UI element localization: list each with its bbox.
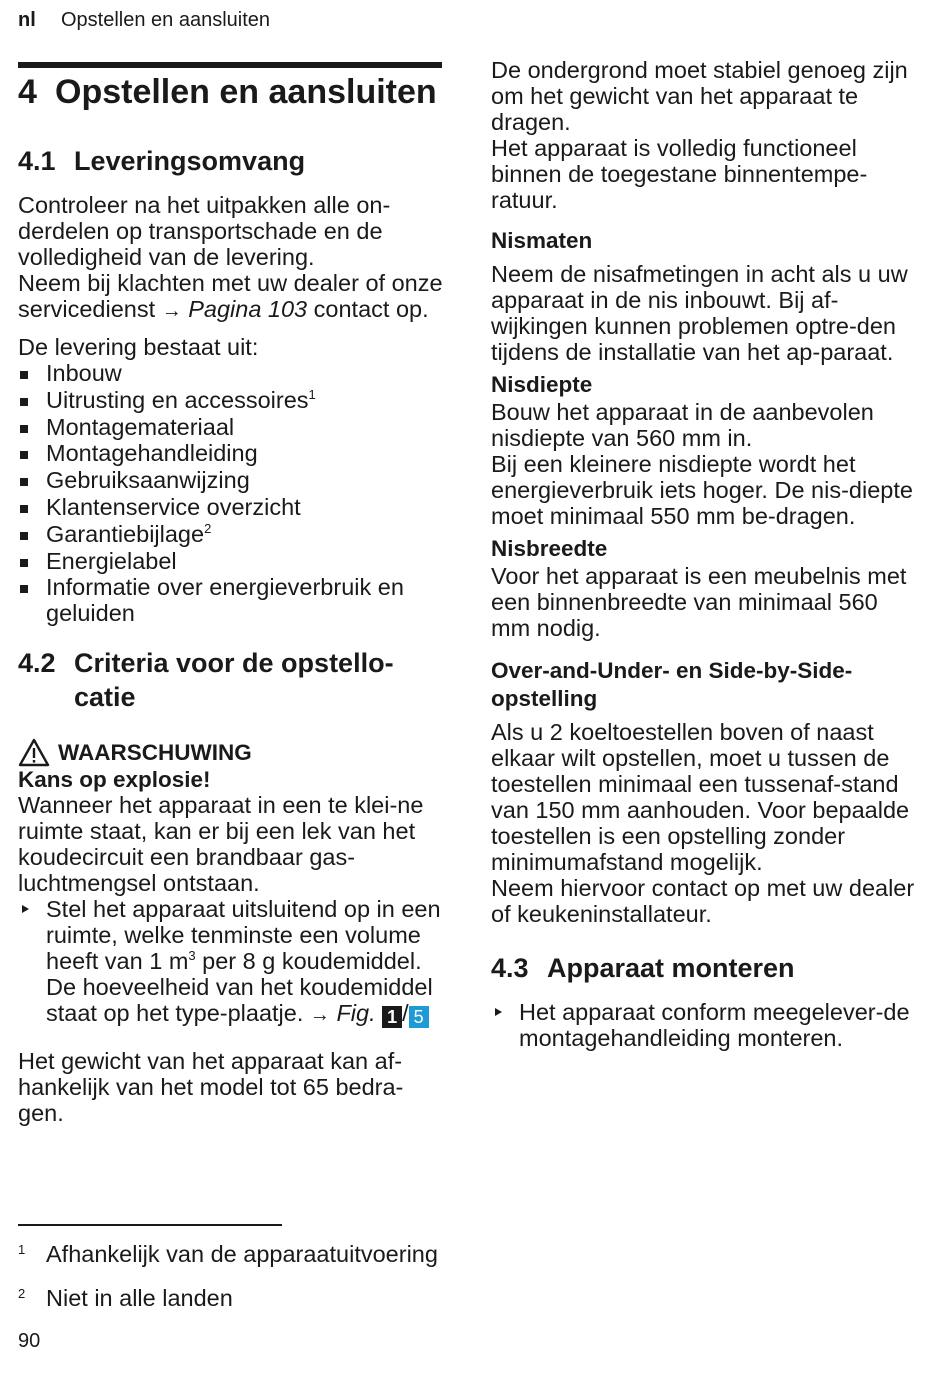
header-language: nl (18, 9, 36, 31)
section-4-1-number: 4.1 (18, 146, 56, 176)
chapter-title: Opstellen en aansluiten (55, 73, 437, 111)
s41-paragraph-1: Controleer na het uitpakken alle on-derdelen op transportschade en de volledigheid van de levering. (18, 192, 391, 270)
montage-steps (491, 999, 916, 1051)
header-title: Opstellen en aansluiten (61, 9, 271, 31)
footnote-2: 2 Niet in alle landen (18, 1285, 233, 1311)
s41-paragraph-2: Neem bij klachten met uw dealer of onze servicedienst → Pagina 103 contact op. (18, 270, 443, 322)
footnote-ref: 2 (204, 520, 212, 536)
list-item: Gebruiksaanwijzing (18, 467, 448, 494)
warning-heading (18, 738, 448, 768)
chapter-heading (18, 72, 448, 112)
list-item: Informatie over energieverbruik en geluiden (18, 574, 448, 626)
overunder-heading: Over-and-Under- en Side-by-Side-opstelling (491, 658, 853, 711)
chapter-rule (18, 62, 442, 68)
warning-subtitle: Kans op explosie! (18, 767, 211, 793)
nisbreedte-heading: Nisbreedte (491, 536, 608, 561)
delivery-list-intro: De levering bestaat uit: (18, 334, 259, 360)
functional-paragraph: Het apparaat is volledig functioneel binnen de toegestane binnentempe-ratuur. (491, 135, 868, 213)
page-number: 90 (18, 1330, 41, 1352)
section-4-2-title-line1: Criteria voor de opstello- (74, 648, 394, 679)
footnote-ref: 1 (308, 386, 316, 402)
section-4-1-heading (18, 144, 448, 178)
section-4-2-number: 4.2 (18, 648, 56, 679)
delivery-list (18, 360, 448, 626)
section-4-2-title-line2: catie (74, 682, 136, 713)
nisdiepte-text-1: Bouw het apparaat in de aanbevolen nisdiepte van 560 mm in. (491, 399, 874, 451)
section-4-3-heading (491, 951, 916, 985)
overunder-text-2: Neem hiervoor contact op met uw dealer of keukeninstallateur. (491, 875, 915, 927)
left-column (18, 72, 448, 1126)
list-item: Montagemateriaal (18, 414, 448, 441)
list-item: Inbouw (18, 360, 448, 387)
chapter-number: 4 (18, 73, 37, 111)
nismaten-text: Neem de nisafmetingen in acht als u uw apparaat in de nis inbouwt. Bij af-wijkingen kunnen problemen optre-den tijdens de installatie van het ap-paraat. (491, 261, 908, 365)
nismaten-heading: Nismaten (491, 228, 593, 253)
warning-step: Stel het apparaat uitsluitend op in een ruimte, welke tenminste een volume heeft van 1 $m^3$ per 8 g koudemiddel. De hoeveelheid van het koudemiddel staat op het type-plaatje. → Fig. 1 / 5 (18, 896, 448, 1028)
montage-step: Het apparaat conform meegelever-de montagehandleiding monteren. (491, 999, 916, 1051)
warning-steps (18, 896, 448, 1028)
section-4-1-title: Leveringsomvang (74, 146, 306, 176)
page-link[interactable]: Pagina 103 (188, 296, 308, 322)
nisdiepte-heading: Nisdiepte (491, 372, 593, 397)
ground-paragraph: De ondergrond moet stabiel genoeg zijn om het gewicht van het apparaat te dragen. (491, 57, 908, 135)
nisdiepte-text-2: Bij een kleinere nisdiepte wordt het energieverbruik iets hoger. De nis-diepte moet minimaal 550 mm be-dragen. (491, 451, 913, 529)
list-item: Energielabel (18, 548, 448, 575)
list-item: Garantiebijlage$^2$ (18, 521, 448, 548)
section-4-2-heading (18, 646, 448, 714)
figure-ref-5[interactable]: 5 (409, 1006, 429, 1028)
figure-ref-1[interactable]: 1 (382, 1006, 402, 1028)
warning-text: Wanneer het apparaat in een te klei-ne ruimte staat, kan er bij een lek van het koudecircuit een brandbaar gas-luchtmengsel ontstaan. (18, 792, 424, 897)
list-item: Uitrusting en accessoires$^1$ (18, 387, 448, 414)
section-4-3-number: 4.3 (491, 953, 529, 983)
weight-paragraph: Het gewicht van het apparaat kan af-hankelijk van het model tot 65 bedra-gen. (18, 1048, 404, 1127)
arrow-icon: → (161, 300, 182, 322)
right-column (491, 57, 916, 1051)
footnote-1: 1 Afhankelijk van de apparaatuitvoering (18, 1241, 438, 1267)
warning-triangle-icon (18, 738, 58, 768)
overunder-text-1: Als u 2 koeltoestellen boven of naast elkaar wilt opstellen, moet u tussen de toestellen minimaal een tussenaf-stand van 150 mm aanhouden. Voor bepaalde toestellen is een opstelling zonder minimumafstand mogelijk. (491, 719, 910, 875)
footnote-rule (18, 1224, 282, 1226)
list-item: Klantenservice overzicht (18, 494, 448, 521)
nisbreedte-text: Voor het apparaat is een meubelnis met een binnenbreedte van minimaal 560 mm nodig. (491, 563, 907, 641)
section-4-3-title: Apparaat monteren (547, 953, 795, 983)
warning-label: WAARSCHUWING (58, 740, 252, 766)
list-item: Montagehandleiding (18, 440, 448, 467)
arrow-icon: → (309, 1004, 330, 1027)
